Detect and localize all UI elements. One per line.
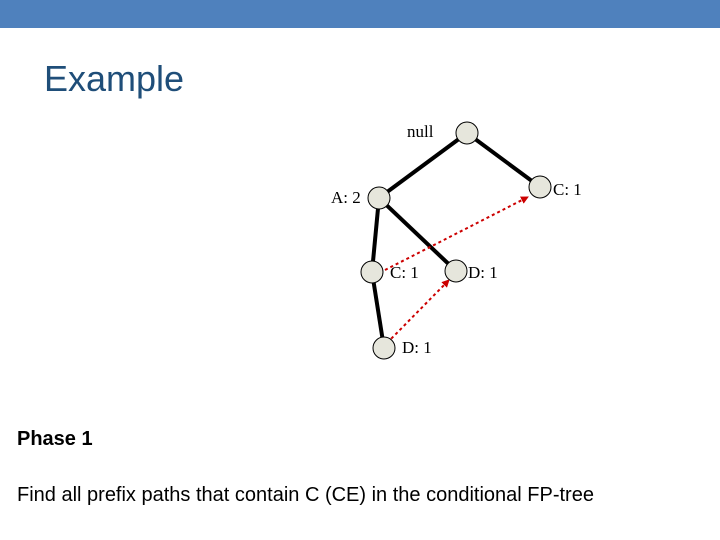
node-null xyxy=(456,122,478,144)
slide-title: Example xyxy=(44,58,185,99)
node-a xyxy=(368,187,390,209)
node-d-under-a xyxy=(445,260,467,282)
label-a: A: 2 xyxy=(331,188,361,207)
label-c-root: C: 1 xyxy=(553,180,582,199)
edge-null-c xyxy=(467,133,540,187)
edge-a-d-right xyxy=(379,198,456,271)
label-c-under-a: C: 1 xyxy=(390,263,419,282)
phase-description: Find all prefix paths that contain C (CE) in the conditional FP-tree xyxy=(17,484,594,506)
label-d-under-a: D: 1 xyxy=(468,263,498,282)
node-link-c xyxy=(385,197,528,270)
label-null: null xyxy=(407,122,434,141)
label-d-under-c: D: 1 xyxy=(402,338,432,357)
node-c-under-a xyxy=(361,261,383,283)
edge-a-d-bottom xyxy=(372,272,384,348)
node-d-under-c xyxy=(373,337,395,359)
phase-label: Phase 1 xyxy=(17,428,93,450)
node-c-root xyxy=(529,176,551,198)
node-link-d xyxy=(387,280,449,343)
edge-null-a xyxy=(379,133,467,198)
